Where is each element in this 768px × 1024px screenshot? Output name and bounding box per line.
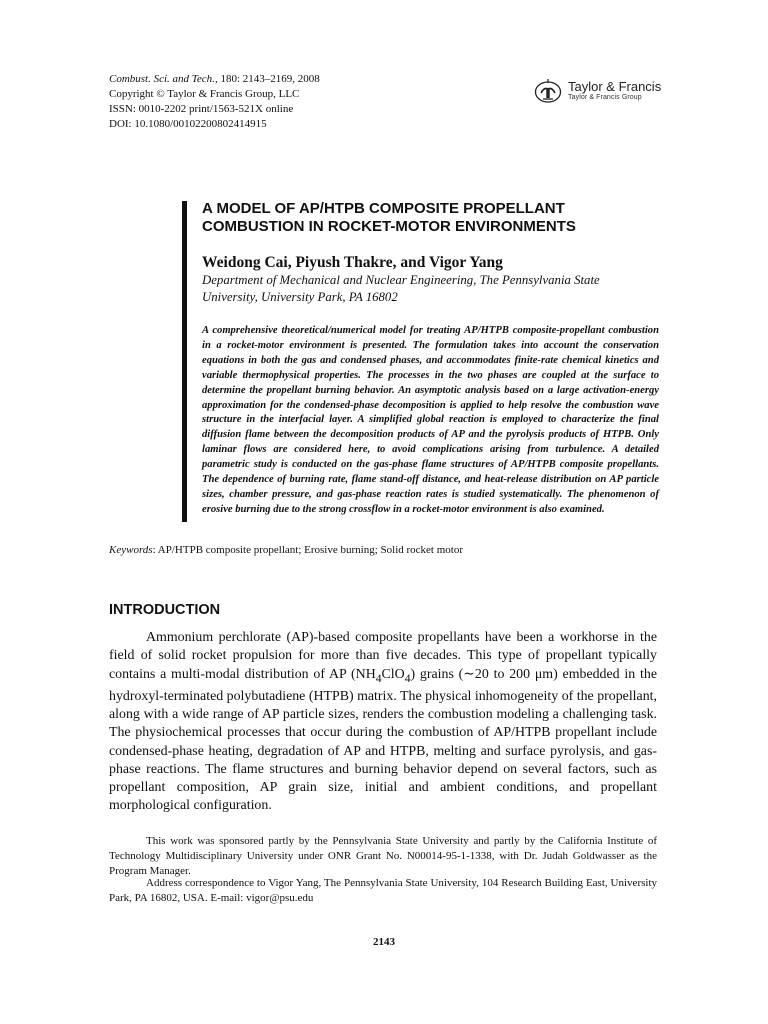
correspondence-footnote: Address correspondence to Vigor Yang, The Pennsylvania State University, 104 Research Building East, University Park, PA 16802, USA. E-mail: vigor@psu.edu	[109, 877, 657, 904]
affiliation-line-1: Department of Mechanical and Nuclear Engineering, The Pennsylvania State	[202, 273, 600, 287]
section-heading-introduction: INTRODUCTION	[109, 602, 221, 618]
journal-metadata	[109, 72, 429, 132]
abstract: A comprehensive theoretical/numerical model for treating AP/HTPB composite-propellant combustion in a rocket-motor environment is presented. The formulation takes into account the conservation equations in both the gas and condensed phases, and accommodates finite-rate chemical kinetics and variable thermophysical properties. The processes in the two phases are coupled at the surface to determine the propellant burning behavior. An asymptotic analysis based on a large activation-energy approximation for the condensed-phase decomposition is applied to help resolve the combustion wave structure in the interfacial layer. A simplified global reaction is employed to characterize the final diffusion flame between the decomposition products of AP and the pyrolysis products of HTPB. Only laminar flows are considered here, to avoid complications arising from turbulence. A detailed parametric study is conducted on the gas-phase flame structures of AP/HTPB composite propellants. The dependence of burning rate, flame stand-off distance, and heat-release distribution on AP particle sizes, chamber pressure, and gas-phase reaction rates is studied systematically. The phenomenon of erosive burning due to the strong crossflow in a rocket-motor environment is also examined.	[202, 325, 659, 515]
article-title	[202, 200, 682, 236]
title-rule-bar	[182, 201, 187, 522]
introduction-paragraph	[109, 629, 657, 816]
title-line-1: A MODEL OF AP/HTPB COMPOSITE PROPELLANT	[202, 200, 565, 217]
intro-text-start: Ammonium perchlorate (AP)-based composite propellants have been a workhorse in the field of solid rocket propulsion for more than five decades. This type of propellant typically contains a multi-modal distribution of AP (NH	[109, 630, 657, 682]
publisher-logo	[533, 76, 673, 106]
publisher-name: Taylor & Francis	[568, 79, 662, 94]
keywords-list: : AP/HTPB composite propellant; Erosive burning; Solid rocket motor	[152, 544, 464, 556]
author-list: Weidong Cai, Piyush Thakre, and Vigor Yang	[202, 254, 503, 271]
publisher-emblem-icon	[533, 76, 563, 104]
subscript-4a: 4	[375, 671, 382, 685]
issn-line: ISSN: 0010-2202 print/1563-521X online	[109, 103, 294, 115]
affiliation-line-2: University, University Park, PA 16802	[202, 290, 398, 304]
intro-text-rest: ) grains (∼20 to 200 μm) embedded in the hydroxyl-terminated polybutadiene (HTPB) matrix. The physical inhomogeneity of the propellant, along with a wide range of AP particle sizes, renders the combustion modeling a challenging task. The physiochemical processes that occur during the combustion of AP/HTPB propellant include condensed-phase heating, degradation of AP and HTPB, melting and surface pyrolysis, and gas-phase reactions. The flame structures and burning behavior depend on several factors, such as propellant composition, AP grain size, initial and ambient conditions, and propellant morphological configuration.	[109, 666, 657, 814]
citation-details: , 180: 2143–2169, 2008	[214, 73, 320, 85]
journal-citation	[109, 72, 429, 87]
copyright-line: Copyright © Taylor & Francis Group, LLC	[109, 88, 300, 100]
doi-line: DOI: 10.1080/00102200802414915	[109, 118, 267, 130]
keywords	[109, 543, 669, 558]
intro-text-clo: ClO	[381, 666, 405, 682]
affiliation	[202, 272, 682, 306]
publisher-group: Taylor & Francis Group	[568, 94, 642, 101]
journal-name: Combust. Sci. and Tech.	[109, 73, 215, 85]
keywords-label: Keywords	[109, 544, 153, 556]
title-line-2: COMBUSTION IN ROCKET-MOTOR ENVIRONMENTS	[202, 218, 576, 235]
funding-footnote: This work was sponsored partly by the Pennsylvania State University and partly by the California Institute of Technology Multidisciplinary University under ONR Grant No. N00014-95-1-1338, with Dr. Judah Goldwasser as the Program Manager.	[109, 835, 657, 877]
page-number: 2143	[373, 936, 395, 948]
subscript-4b: 4	[404, 671, 411, 685]
